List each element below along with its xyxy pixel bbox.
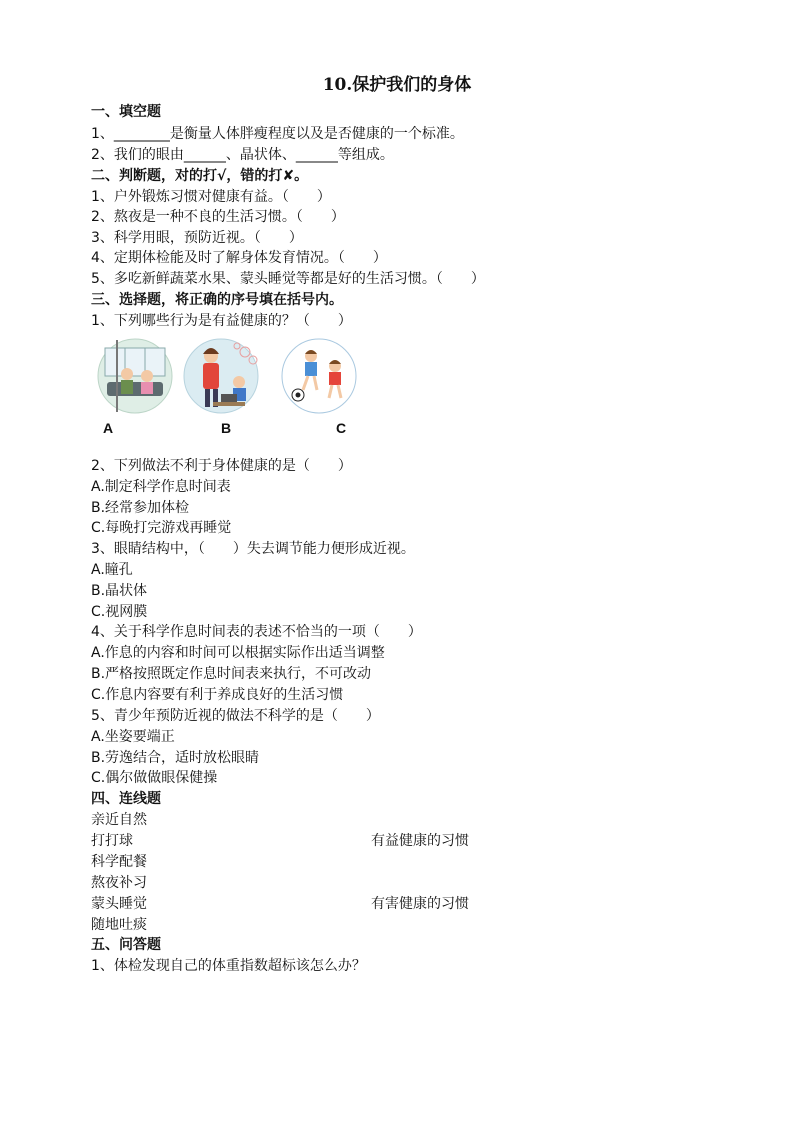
- page-title: 10.保护我们的身体: [322, 75, 472, 95]
- choice-q1: 1、下列哪些行为是有益健康的？（ ）: [91, 313, 352, 329]
- kids-playing-ball-illustration: [281, 338, 357, 414]
- choice-q5-option-a: A.坐姿要端正: [91, 729, 175, 745]
- image-label-c: C: [336, 420, 347, 436]
- true-false-q4: 4、定期体检能及时了解身体发育情况。（ ）: [91, 250, 387, 266]
- choice-q5: 5、青少年预防近视的做法不科学的是（ ）: [91, 708, 380, 724]
- matching-left-item: 随地吐痰: [91, 917, 147, 933]
- choice-q4-option-a: A.作息的内容和时间可以根据实际作出适当调整: [91, 645, 385, 661]
- choice-q4-option-b: B.严格按照既定作息时间表来执行，不可改动: [91, 666, 372, 682]
- image-label-a: A: [103, 420, 114, 436]
- section-choice-heading: 三、选择题，将正确的序号填在括号内。: [91, 292, 343, 308]
- matching-right-item: 有益健康的习惯: [371, 833, 469, 849]
- choice-q3-option-b: B.晶状体: [91, 583, 148, 599]
- matching-left-item: 熬夜补习: [91, 875, 147, 891]
- choice-q2-option-b: B.经常参加体检: [91, 500, 190, 516]
- section-true-false-heading: 二、判断题，对的打√，错的打✘。: [91, 168, 309, 184]
- true-false-q3: 3、科学用眼，预防近视。（ ）: [91, 230, 303, 246]
- choice-q5-option-c: C.偶尔做做眼保健操: [91, 770, 218, 786]
- choice-q4-option-c: C.作息内容要有利于养成良好的生活习惯: [91, 687, 344, 703]
- true-false-q1: 1、户外锻炼习惯对健康有益。（ ）: [91, 189, 331, 205]
- bus-scene-illustration: [97, 338, 173, 414]
- matching-left-item: 蒙头睡觉: [91, 896, 147, 912]
- fill-blank-q1: 1、________是衡量人体胖瘦程度以及是否健康的一个标准。: [91, 126, 464, 142]
- true-false-q2: 2、熬夜是一种不良的生活习惯。（ ）: [91, 209, 345, 225]
- section-fill-blank-heading: 一、填空题: [91, 104, 161, 120]
- matching-left-item: 科学配餐: [91, 854, 147, 870]
- matching-left-item: 打打球: [91, 833, 133, 849]
- choice-q5-option-b: B.劳逸结合，适时放松眼睛: [91, 750, 260, 766]
- choice-q2: 2、下列做法不利于身体健康的是（ ）: [91, 458, 352, 474]
- matching-left-item: 亲近自然: [91, 812, 147, 828]
- choice-q3: 3、眼睛结构中，（ ）失去调节能力便形成近视。: [91, 541, 415, 557]
- section-matching-heading: 四、连线题: [91, 791, 161, 807]
- choice-q2-option-a: A.制定科学作息时间表: [91, 479, 231, 495]
- fill-blank-q2: 2、我们的眼由______、晶状体、______等组成。: [91, 147, 394, 163]
- teacher-computer-illustration: [183, 338, 259, 414]
- choice-q2-option-c: C.每晚打完游戏再睡觉: [91, 520, 232, 536]
- qa-q1: 1、体检发现自己的体重指数超标该怎么办？: [91, 958, 366, 974]
- section-qa-heading: 五、问答题: [91, 937, 161, 953]
- choice-q4: 4、关于科学作息时间表的表述不恰当的一项（ ）: [91, 624, 422, 640]
- matching-right-item: 有害健康的习惯: [371, 896, 469, 912]
- true-false-q5: 5、多吃新鲜蔬菜水果、蒙头睡觉等都是好的生活习惯。（ ）: [91, 271, 485, 287]
- choice-q3-option-a: A.瞳孔: [91, 562, 133, 578]
- choice-q3-option-c: C.视网膜: [91, 604, 148, 620]
- image-label-b: B: [221, 420, 232, 436]
